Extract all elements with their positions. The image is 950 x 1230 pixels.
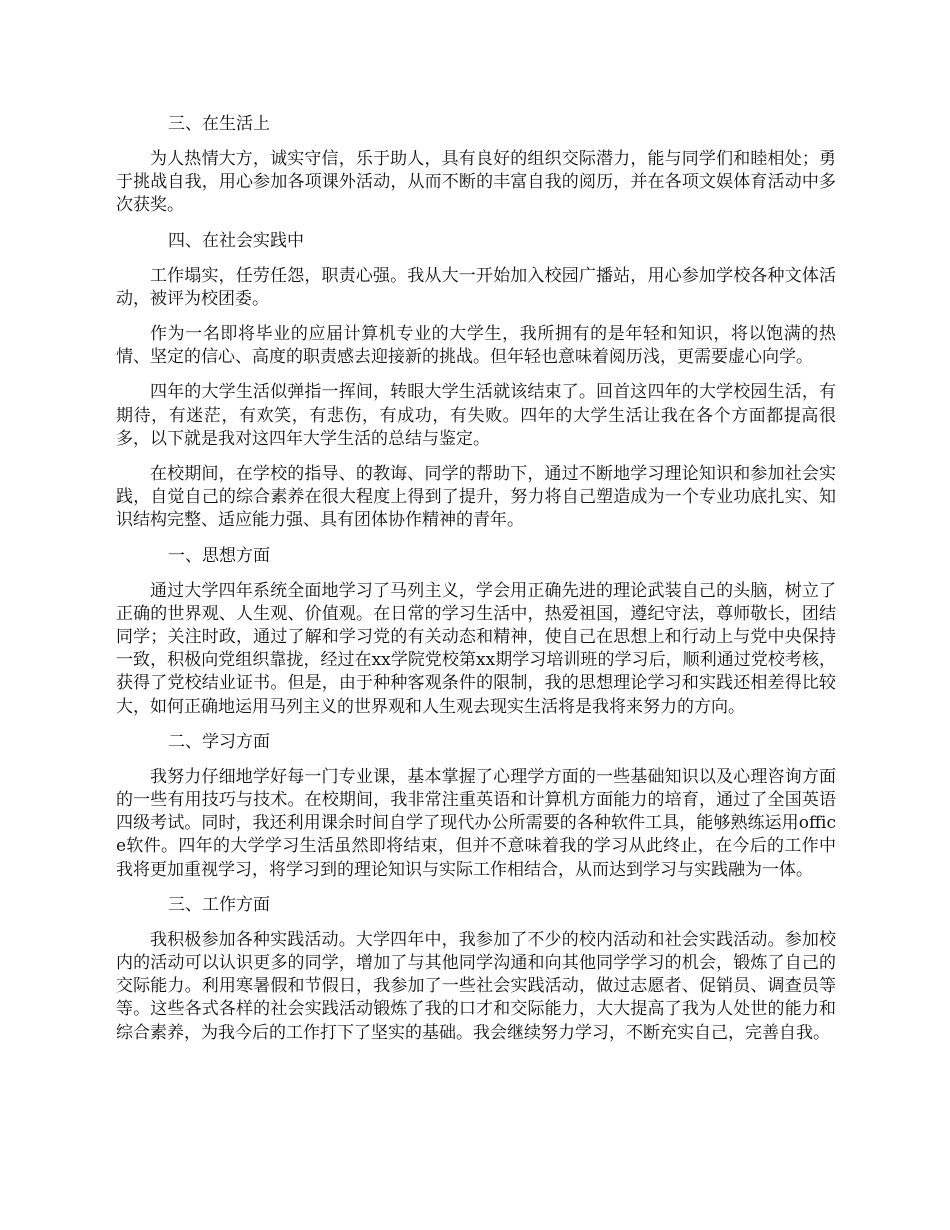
- paragraph-during-school: 在校期间，在学校的指导、的教诲、同学的帮助下，通过不断地学习理论知识和参加社会实践，自觉自己的综合素养在很大程度上得到了提升，努力将自己塑造成为一个专业功底扎实、知识结构完整、适应能力强、具有团体协作精神的青年。: [116, 464, 836, 531]
- paragraph-four-years: 四年的大学生活似弹指一挥间，转眼大学生活就该结束了。回首这四年的大学校园生活，有期待，有迷茫，有欢笑，有悲伤，有成功，有失败。四年的大学生活让我在各个方面都提高很多，以下就是我对这四年大学生活的总结与鉴定。: [116, 382, 836, 449]
- paragraph-work: 我积极参加各种实践活动。大学四年中，我参加了不少的校内活动和社会实践活动。参加校内的活动可以认识更多的同学，增加了与其他同学沟通和向其他同学学习的机会，锻炼了自己的交际能力。利用寒暑假和节假日，我参加了一些社会实践活动，做过志愿者、促销员、调查员等等。这些各式各样的社会实践活动锻炼了我的口才和交际能力，大大提高了我为人处世的能力和综合素养，为我今后的工作打下了坚实的基础。我会继续努力学习，不断充实自己，完善自我。: [116, 929, 836, 1043]
- section-heading-ideology: 一、思想方面: [168, 545, 270, 566]
- paragraph-life: 为人热情大方，诚实守信，乐于助人，具有良好的组织交际潜力，能与同学们和睦相处；勇于挑战自我，用心参加各项课外活动，从而不断的丰富自我的阅历，并在各项文娱体育活动中多次获奖。: [116, 149, 836, 216]
- section-heading-life: 三、在生活上: [168, 114, 270, 134]
- paragraph-study: 我努力仔细地学好每一门专业课，基本掌握了心理学方面的一些基础知识以及心理咨询方面的一些有用技巧与技术。在校期间，我非常注重英语和计算机方面能力的培育，通过了全国英语四级考试。同时，我还利用课余时间自学了现代办公所需要的各种软件工具，能够熟练运用office软件。四年的大学学习生活虽然即将结束，但并不意味着我的学习从此终止，在今后的工作中我将更加重视学习，将学习到的理论知识与实际工作相结合，从而达到学习与实践融为一体。: [116, 766, 836, 880]
- section-heading-work: 三、工作方面: [168, 894, 270, 915]
- paragraph-graduate: 作为一名即将毕业的应届计算机专业的大学生，我所拥有的是年轻和知识，将以饱满的热情、坚定的信心、高度的职责感去迎接新的挑战。但年轻也意味着阅历浅，更需要虚心向学。: [116, 324, 836, 368]
- section-heading-social-practice: 四、在社会实践中: [168, 230, 304, 251]
- section-heading-study: 二、学习方面: [168, 731, 270, 752]
- document-body: [116, 113, 836, 1057]
- paragraph-ideology: 通过大学四年系统全面地学习了马列主义，学会用正确先进的理论武装自己的头脑，树立了正确的世界观、人生观、价值观。在日常的学习生活中，热爱祖国，遵纪守法，尊师敬长，团结同学；关注时政，通过了解和学习党的有关动态和精神，使自己在思想上和行动上与党中央保持一致，积极向党组织靠拢，经过在xx学院党校第xx期学习培训班的学习后，顺利通过党校考核，获得了党校结业证书。但是，由于种种客观条件的限制，我的思想理论学习和实践还相差得比较大，如何正确地运用马列主义的世界观和人生观去现实生活将是我将来努力的方向。: [116, 580, 836, 717]
- paragraph-work-attitude: 工作塌实，任劳任怨，职责心强。我从大一开始加入校园广播站，用心参加学校各种文体活动，被评为校团委。: [116, 265, 836, 309]
